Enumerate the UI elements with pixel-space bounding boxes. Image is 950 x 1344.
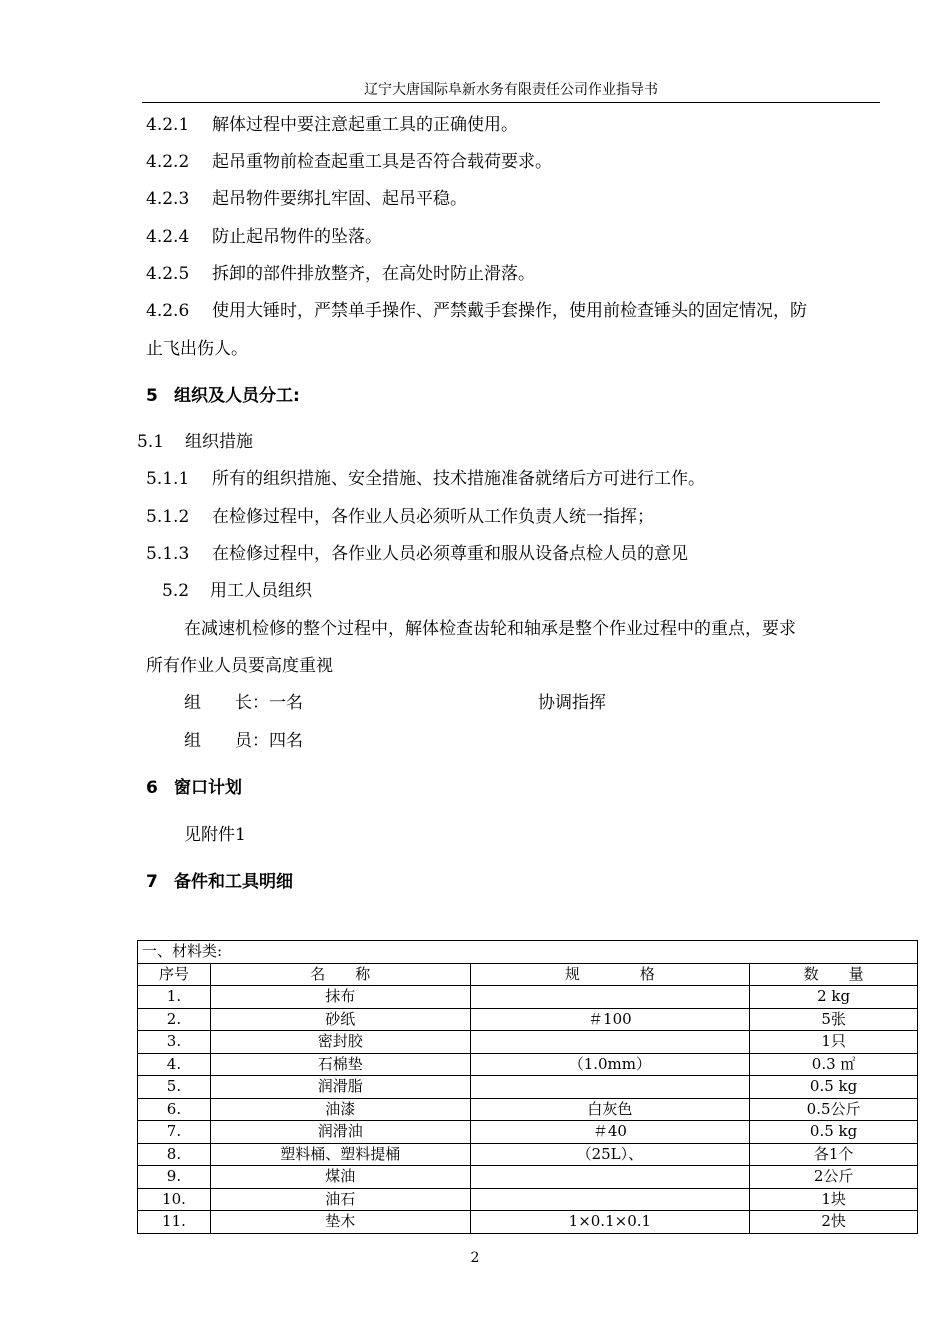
section-heading: [146, 777, 242, 799]
table-row: [138, 1031, 918, 1054]
item-number: 4.2.4: [146, 227, 190, 247]
members-label: 组 员：四名: [184, 731, 303, 751]
table-cell: 0.5 kg: [750, 1121, 918, 1144]
table-cell: 2 kg: [750, 986, 918, 1009]
table-row: [138, 1076, 918, 1099]
table-cell: 各1个: [750, 1143, 918, 1166]
table-cell: 4.: [138, 1053, 211, 1076]
table-cell: [470, 1076, 750, 1099]
section-number: 5: [146, 386, 158, 406]
section-heading: [146, 871, 293, 893]
table-cell: 7.: [138, 1121, 211, 1144]
subsection-heading: [137, 431, 253, 453]
item-text: 在检修过程中，各作业人员必须听从工作负责人统一指挥；: [212, 507, 654, 527]
column-header: 规 格: [470, 963, 750, 986]
section-title: 组织及人员分工:: [174, 386, 300, 406]
table-cell: 润滑油: [210, 1121, 470, 1144]
table-cell: 9.: [138, 1166, 211, 1189]
list-item: [146, 543, 688, 565]
materials-table: [137, 940, 918, 1234]
table-row: [138, 1053, 918, 1076]
table-cell: 5张: [750, 1008, 918, 1031]
table-cell: 10.: [138, 1188, 211, 1211]
table-row: [138, 1008, 918, 1031]
table-cell: 1块: [750, 1188, 918, 1211]
list-item: [146, 226, 382, 248]
table-cell: 2.: [138, 1008, 211, 1031]
item-text: 起吊重物前检查起重工具是否符合载荷要求。: [212, 152, 552, 172]
table-header-row: [138, 963, 918, 986]
item-text: 拆卸的部件排放整齐，在高处时防止滑落。: [212, 264, 535, 284]
table-cell: [470, 986, 750, 1009]
item-number: 5.1.2: [146, 507, 190, 527]
item-text: 起吊物件要绑扎牢固、起吊平稳。: [212, 189, 467, 209]
table-cell: 3.: [138, 1031, 211, 1054]
item-number: 4.2.2: [146, 152, 190, 172]
section-heading: [146, 385, 300, 407]
table-cell: 油石: [210, 1188, 470, 1211]
table-cell: 抹布: [210, 986, 470, 1009]
item-number: 4.2.1: [146, 115, 190, 135]
table-cell: 垫木: [210, 1211, 470, 1234]
table-cell: 1.: [138, 986, 211, 1009]
section-title: 备件和工具明细: [174, 872, 293, 892]
item-number: 5.1.1: [146, 469, 190, 489]
column-header: 序号: [138, 963, 211, 986]
section-number: 7: [146, 872, 158, 892]
table-cell: [470, 1188, 750, 1211]
table-title: 一、材料类:: [138, 941, 918, 964]
item-text: 在检修过程中，各作业人员必须尊重和服从设备点检人员的意见: [212, 544, 688, 564]
item-text: 解体过程中要注意起重工具的正确使用。: [212, 115, 518, 135]
subsection-number: 5.2: [162, 581, 190, 601]
table-cell: 砂纸: [210, 1008, 470, 1031]
leader-label: 组 长：一名: [184, 693, 303, 713]
list-item: [146, 188, 467, 210]
table-row: [138, 986, 918, 1009]
paragraph-line: 所有作业人员要高度重视: [146, 656, 333, 676]
table-cell: 白灰色: [470, 1098, 750, 1121]
subsection-heading: [162, 580, 312, 602]
table-cell: 0.5公斤: [750, 1098, 918, 1121]
table-cell: 润滑脂: [210, 1076, 470, 1099]
table-cell: 6.: [138, 1098, 211, 1121]
list-item: [146, 300, 807, 322]
item-text: 使用大锤时，严禁单手操作、严禁戴手套操作，使用前检查锤头的固定情况，防: [212, 301, 807, 321]
table-cell: ＃40: [470, 1121, 750, 1144]
table-row: [138, 1211, 918, 1234]
page-number: 2: [470, 1250, 480, 1266]
list-item-continuation: 止飞出伤人。: [146, 339, 248, 359]
page-header: 辽宁大唐国际阜新水务有限责任公司作业指导书: [142, 80, 880, 103]
column-header: 数 量: [750, 963, 918, 986]
list-item: [146, 151, 552, 173]
item-text: 所有的组织措施、安全措施、技术措施准备就绪后方可进行工作。: [212, 469, 705, 489]
table-cell: 石棉垫: [210, 1053, 470, 1076]
section-title: 窗口计划: [174, 778, 242, 798]
list-item: [146, 114, 518, 136]
table-cell: 0.3 ㎡: [750, 1053, 918, 1076]
table-cell: 0.5 kg: [750, 1076, 918, 1099]
list-item: [146, 468, 705, 490]
table-cell: 1×0.1×0.1: [470, 1211, 750, 1234]
item-number: 4.2.6: [146, 301, 190, 321]
section-number: 6: [146, 778, 158, 798]
table-row: [138, 1143, 918, 1166]
item-number: 5.1.3: [146, 544, 190, 564]
table-cell: 8.: [138, 1143, 211, 1166]
table-cell: 2公斤: [750, 1166, 918, 1189]
list-item: [146, 506, 654, 528]
table-cell: （25L）、: [470, 1143, 750, 1166]
subsection-number: 5.1: [137, 432, 165, 452]
table-title-row: [138, 941, 918, 964]
paragraph-line: 见附件1: [184, 825, 246, 845]
paragraph-line: 在减速机检修的整个过程中，解体检查齿轮和轴承是整个作业过程中的重点，要求: [184, 619, 796, 639]
table-cell: 2快: [750, 1211, 918, 1234]
table-row: [138, 1188, 918, 1211]
subsection-title: 组织措施: [185, 432, 253, 452]
table-cell: （1.0mm）: [470, 1053, 750, 1076]
table-row: [138, 1121, 918, 1144]
table-cell: 11.: [138, 1211, 211, 1234]
table-cell: 密封胶: [210, 1031, 470, 1054]
table-row: [138, 1166, 918, 1189]
table-cell: 5.: [138, 1076, 211, 1099]
table-cell: ＃100: [470, 1008, 750, 1031]
item-text: 防止起吊物件的坠落。: [212, 227, 382, 247]
table-cell: [470, 1031, 750, 1054]
column-header: 名 称: [210, 963, 470, 986]
table-cell: 1只: [750, 1031, 918, 1054]
table-cell: [470, 1166, 750, 1189]
leader-role: 协调指挥: [538, 693, 606, 713]
list-item: [146, 263, 535, 285]
table-row: [138, 1098, 918, 1121]
subsection-title: 用工人员组织: [210, 581, 312, 601]
table-cell: 油漆: [210, 1098, 470, 1121]
item-number: 4.2.5: [146, 264, 190, 284]
item-number: 4.2.3: [146, 189, 190, 209]
table-cell: 煤油: [210, 1166, 470, 1189]
table-cell: 塑料桶、塑料提桶: [210, 1143, 470, 1166]
